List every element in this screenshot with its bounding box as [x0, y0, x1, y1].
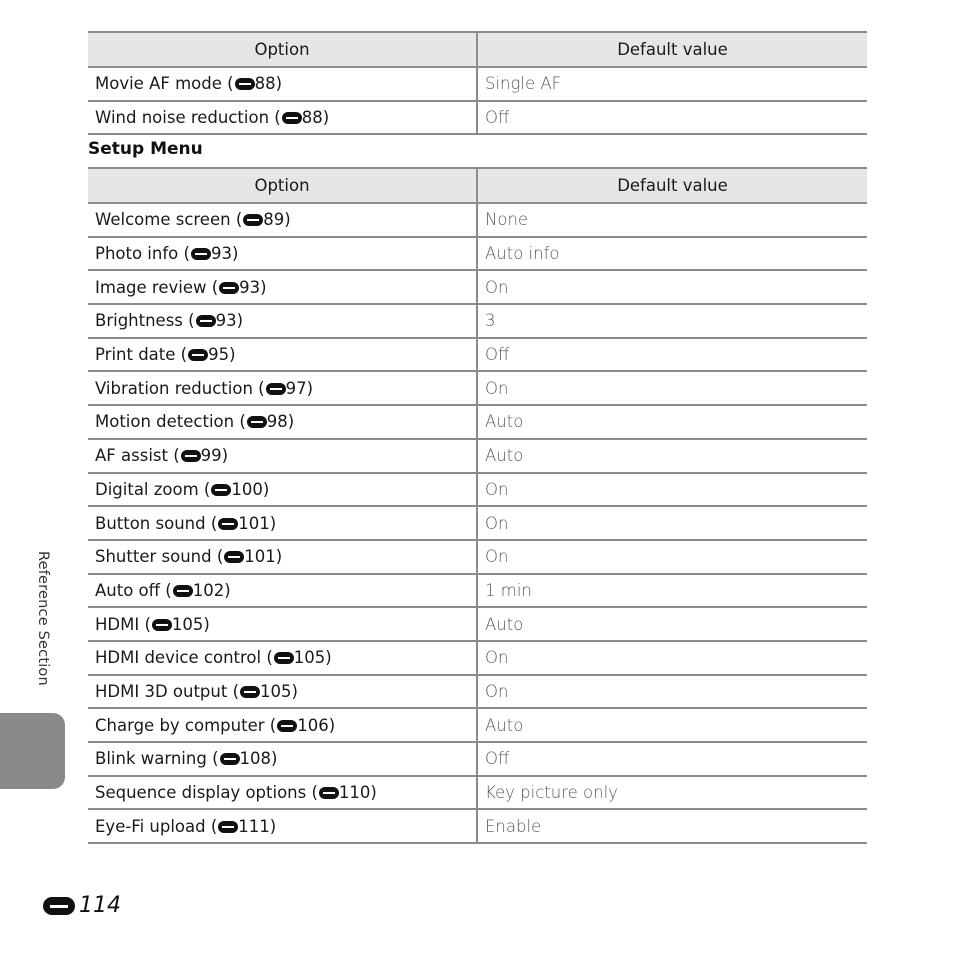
menu-defaults-table	[88, 31, 867, 135]
reference-section-icon	[282, 112, 302, 124]
option-label: Wind noise reduction (	[95, 108, 281, 128]
page-reference: 98)	[266, 412, 295, 432]
option-label: Print date (	[95, 345, 188, 365]
reference-section-icon	[218, 821, 238, 833]
option-cell	[88, 641, 477, 675]
option-label: Blink warning (	[95, 749, 219, 769]
table-row	[88, 473, 867, 507]
default-value-cell: Auto	[477, 439, 867, 473]
default-value-cell: Single AF	[477, 67, 867, 101]
column-header-option: Option	[88, 168, 477, 203]
option-label: Photo info (	[95, 244, 190, 264]
reference-section-icon	[243, 214, 263, 226]
option-cell	[88, 776, 477, 810]
table-body	[88, 203, 867, 843]
table-body	[88, 67, 867, 134]
default-value-cell: Auto	[477, 708, 867, 742]
option-cell	[88, 371, 477, 405]
table-header-row	[88, 32, 867, 67]
page-reference: 93)	[210, 244, 239, 264]
page-reference: 88)	[301, 108, 330, 128]
table-row	[88, 338, 867, 372]
default-value-cell: Off	[477, 338, 867, 372]
table-row	[88, 574, 867, 608]
reference-section-icon	[319, 787, 339, 799]
option-label: Button sound (	[95, 513, 218, 533]
table-row	[88, 237, 867, 271]
default-value-cell: None	[477, 203, 867, 237]
reference-section-icon	[43, 897, 75, 915]
reference-section-icon	[196, 315, 216, 327]
table-row	[88, 742, 867, 776]
default-value-cell: Auto	[477, 405, 867, 439]
section-tab-marker	[0, 713, 65, 789]
page-reference: 93)	[215, 311, 244, 331]
option-cell	[88, 742, 477, 776]
page-reference: 101)	[244, 547, 283, 567]
option-label: HDMI (	[95, 614, 151, 634]
option-label: Image review (	[95, 277, 219, 297]
page-reference: 111)	[238, 816, 277, 836]
table-row	[88, 708, 867, 742]
page-reference: 89)	[263, 210, 291, 230]
page-reference: 99)	[200, 446, 229, 466]
reference-section-icon	[266, 383, 286, 395]
default-value-cell: On	[477, 641, 867, 675]
page-reference: 93)	[239, 277, 267, 297]
option-label: Charge by computer (	[95, 715, 277, 735]
option-cell	[88, 439, 477, 473]
reference-section-icon	[173, 585, 193, 597]
table-row	[88, 540, 867, 574]
reference-section-icon	[247, 416, 267, 428]
column-header-option: Option	[88, 32, 477, 67]
reference-section-icon	[152, 619, 172, 631]
option-cell	[88, 675, 477, 709]
option-label: Shutter sound (	[95, 547, 224, 567]
reference-section-icon	[240, 686, 260, 698]
option-label: AF assist (	[95, 446, 180, 466]
option-cell	[88, 101, 477, 135]
page-number-value: 114	[79, 893, 121, 918]
page-reference: 105)	[293, 648, 332, 668]
page-reference: 110)	[338, 783, 377, 803]
option-label: Movie AF mode (	[95, 74, 234, 94]
reference-section-icon	[235, 78, 255, 90]
option-cell	[88, 506, 477, 540]
table-header-row	[88, 168, 867, 203]
table-row	[88, 304, 867, 338]
side-section-label: Reference Section	[35, 551, 51, 686]
table-row	[88, 405, 867, 439]
option-label: HDMI device control (	[95, 648, 273, 668]
option-cell	[88, 67, 477, 101]
default-value-cell: Auto info	[477, 237, 867, 271]
default-value-cell: Off	[477, 742, 867, 776]
table-row	[88, 675, 867, 709]
option-cell	[88, 574, 477, 608]
page-reference: 108)	[239, 749, 278, 769]
reference-section-icon	[211, 484, 231, 496]
default-value-cell: Auto	[477, 607, 867, 641]
page-number	[42, 893, 121, 918]
table-row	[88, 67, 867, 101]
option-cell	[88, 607, 477, 641]
reference-section-icon	[277, 720, 297, 732]
default-value-cell: Enable	[477, 809, 867, 843]
page-reference: 88)	[254, 74, 283, 94]
setup-menu-table	[88, 167, 867, 844]
default-value-cell: On	[477, 506, 867, 540]
reference-section-icon	[181, 450, 201, 462]
default-value-cell: On	[477, 371, 867, 405]
page-reference: 105)	[171, 614, 210, 634]
table-row	[88, 439, 867, 473]
option-label: Welcome screen (	[95, 210, 243, 230]
default-value-cell: On	[477, 270, 867, 304]
option-cell	[88, 809, 477, 843]
table-row	[88, 506, 867, 540]
option-cell	[88, 405, 477, 439]
table-row	[88, 371, 867, 405]
default-value-cell: Off	[477, 101, 867, 135]
reference-section-icon	[220, 753, 240, 765]
reference-section-icon	[219, 282, 239, 294]
default-value-cell: 3	[477, 304, 867, 338]
reference-section-icon	[224, 551, 244, 563]
table-row	[88, 270, 867, 304]
default-value-cell: 1 min	[477, 574, 867, 608]
option-label: Motion detection (	[95, 412, 246, 432]
option-cell	[88, 473, 477, 507]
section-title: Setup Menu	[88, 139, 203, 159]
page-reference: 105)	[260, 681, 298, 701]
table-row	[88, 809, 867, 843]
option-label: Auto off (	[95, 580, 172, 600]
option-cell	[88, 237, 477, 271]
option-label: Sequence display options (	[95, 783, 318, 803]
page-reference: 101)	[238, 513, 277, 533]
option-label: Brightness (	[95, 311, 195, 331]
table-row	[88, 203, 867, 237]
option-cell	[88, 270, 477, 304]
default-value-cell: On	[477, 473, 867, 507]
page-reference: 102)	[192, 580, 231, 600]
reference-section-icon	[191, 248, 211, 260]
option-label: HDMI 3D output (	[95, 681, 240, 701]
option-cell	[88, 304, 477, 338]
option-cell	[88, 708, 477, 742]
option-cell	[88, 338, 477, 372]
table-row	[88, 101, 867, 135]
option-cell	[88, 540, 477, 574]
option-label: Eye-Fi upload (	[95, 816, 218, 836]
default-value-cell: On	[477, 540, 867, 574]
option-label: Vibration reduction (	[95, 378, 265, 398]
column-header-default-value: Default value	[477, 32, 867, 67]
default-value-cell: Key picture only	[477, 776, 867, 810]
reference-section-icon	[218, 518, 238, 530]
default-value-cell: On	[477, 675, 867, 709]
table-row	[88, 776, 867, 810]
option-label: Digital zoom (	[95, 479, 211, 499]
reference-section-icon	[188, 349, 208, 361]
page-reference: 97)	[285, 378, 314, 398]
table-row	[88, 607, 867, 641]
table-row	[88, 641, 867, 675]
page-reference: 95)	[208, 345, 236, 365]
option-cell	[88, 203, 477, 237]
reference-section-icon	[274, 652, 294, 664]
page-reference: 106)	[297, 715, 336, 735]
column-header-default-value: Default value	[477, 168, 867, 203]
page-reference: 100)	[231, 479, 270, 499]
